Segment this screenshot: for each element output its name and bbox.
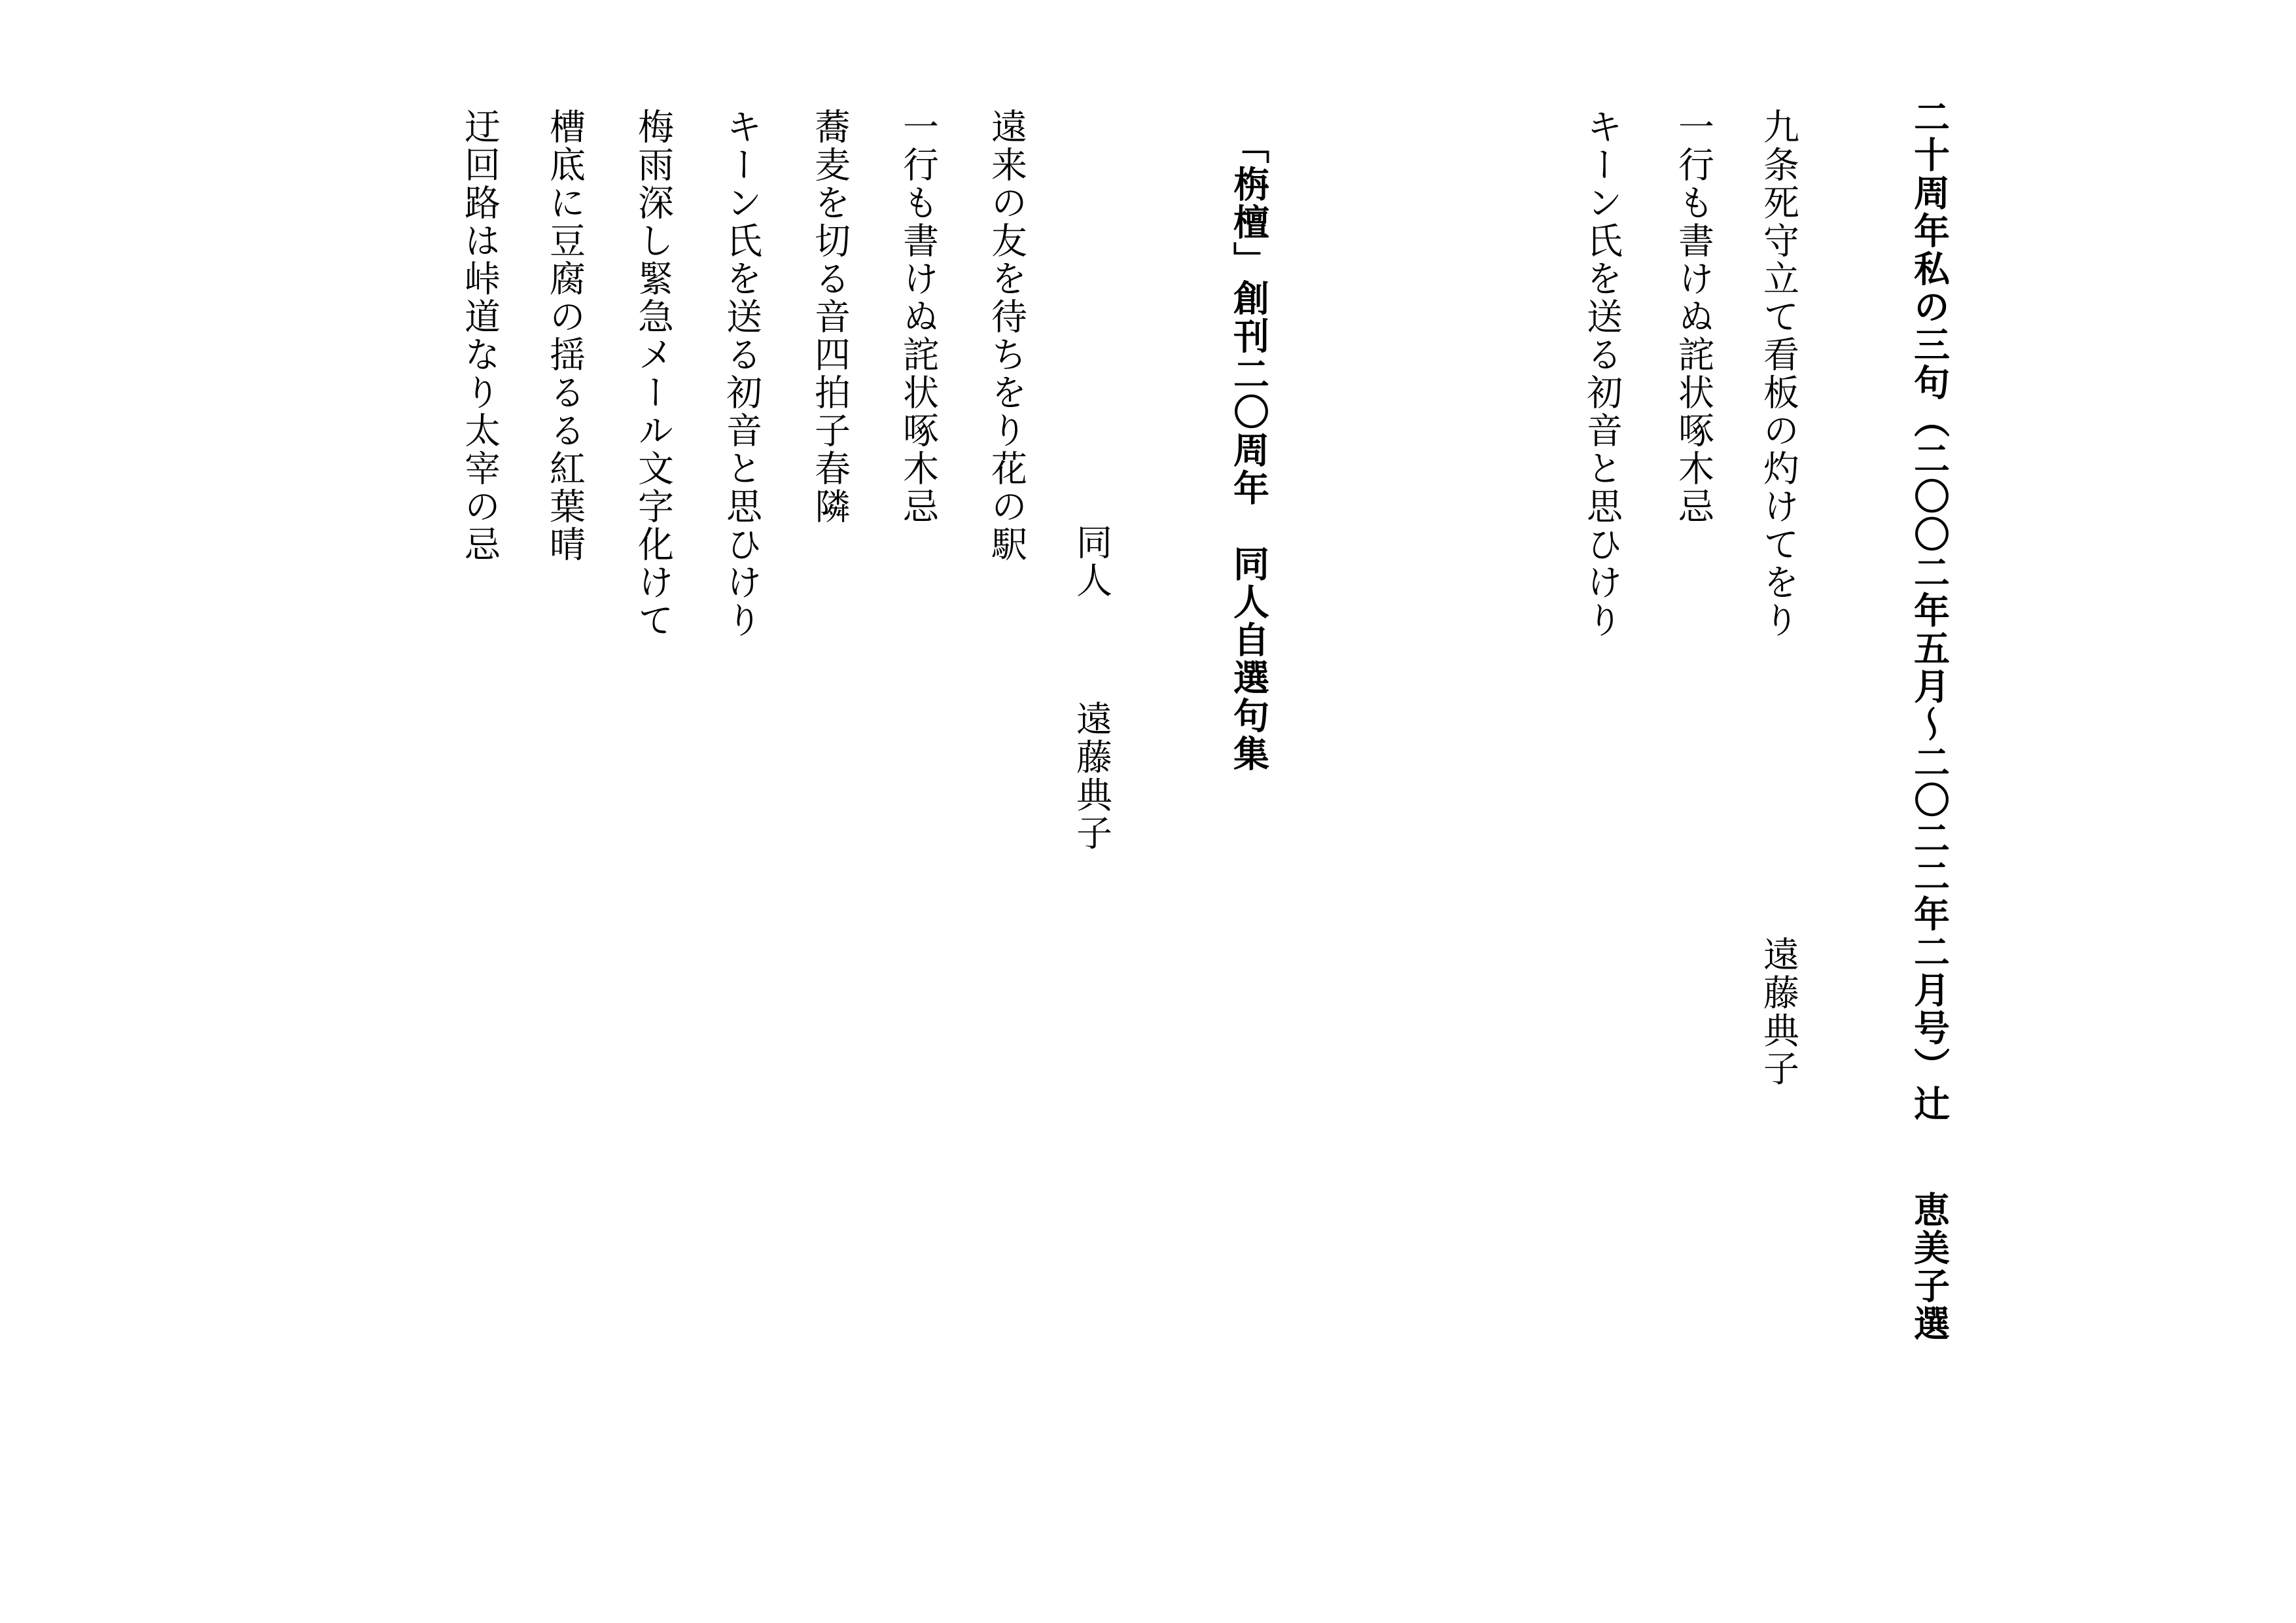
section1-author: 遠藤典子 [1757, 936, 1799, 1088]
section2-member-label: 同人 [1070, 524, 1112, 599]
section1-haiku-3: キーン氏を送る初音と思ひけり [1581, 108, 1623, 639]
section2-heading: 「栴檀」創刊二〇周年 同人自選句集 [1227, 128, 1269, 773]
section1-haiku-1: 九条死守立て看板の灼けてをり [1757, 108, 1799, 639]
section2-author: 遠藤典子 [1070, 700, 1112, 852]
section2-haiku-4: キーン氏を送る初音と思ひけり [720, 108, 762, 639]
section2-haiku-7: 迂回路は峠道なり太宰の忌 [459, 108, 501, 563]
section2-haiku-1: 遠来の友を待ちをり花の駅 [985, 108, 1027, 563]
section1-haiku-2: 一行も書けぬ詫状啄木忌 [1672, 108, 1714, 526]
section2-haiku-2: 一行も書けぬ詫状啄木忌 [897, 108, 939, 526]
section2-haiku-5: 梅雨深し緊急メール文字化けて [632, 108, 674, 639]
section2-haiku-3: 蕎麦を切る音四拍子春隣 [809, 108, 851, 526]
section2-haiku-6: 槽底に豆腐の揺るる紅葉晴 [544, 108, 586, 563]
section1-heading: 二十周年私の三句（二〇〇二年五月～二〇二二年二月号）辻 [1908, 98, 1950, 1123]
section1-selector: 恵美子選 [1908, 1191, 1950, 1343]
